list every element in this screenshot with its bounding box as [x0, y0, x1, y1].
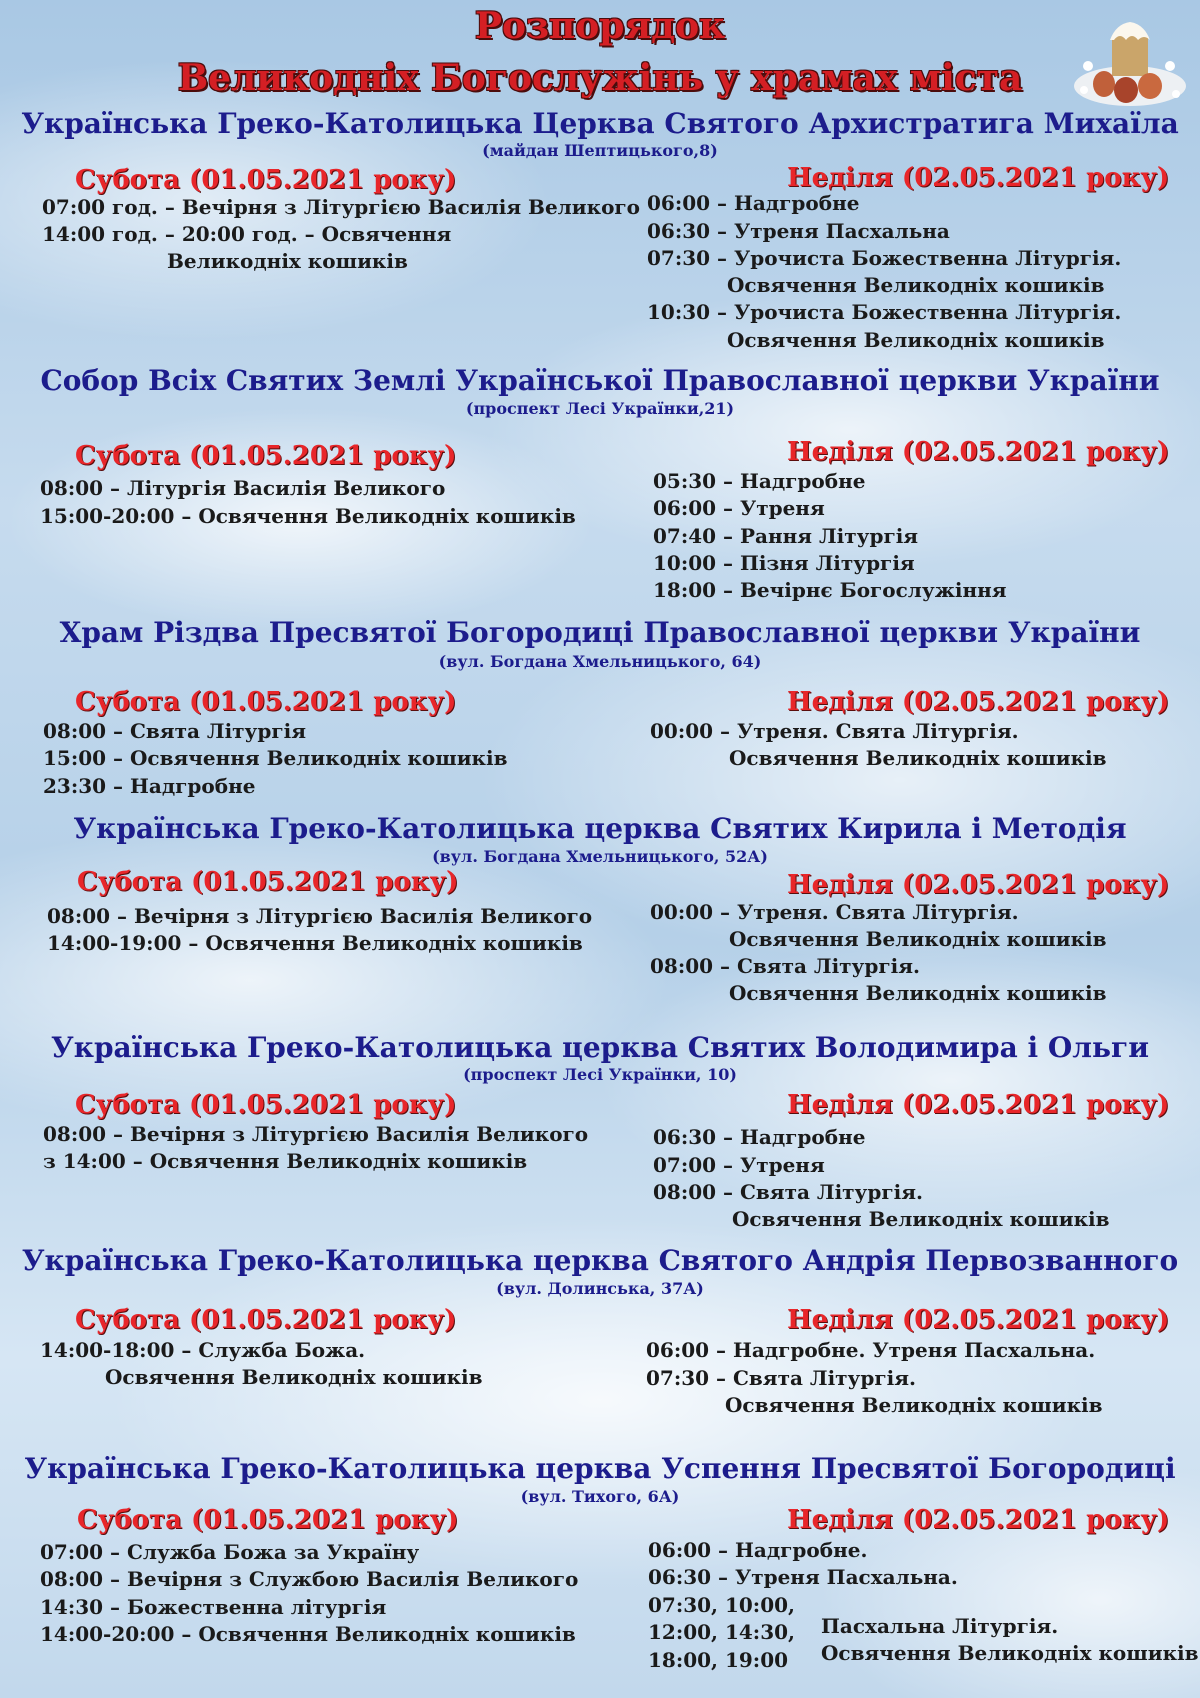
church-1-sunday-heading: Неділя (02.05.2021 року)	[787, 163, 1170, 193]
church-5-sunday-heading: Неділя (02.05.2021 року)	[787, 1090, 1170, 1120]
church-4-name: Українська Греко-Католицька церква Святих Кирила і Методія	[73, 812, 1127, 845]
church-7-sun-line-1: 06:00 – Надгробне.	[648, 1538, 868, 1562]
church-7-sun-line-3: 07:30, 10:00,	[648, 1593, 795, 1617]
page-title: Розпорядок	[474, 5, 726, 47]
church-2-sat-line-1: 08:00 – Літургія Василія Великого	[40, 476, 446, 500]
church-7-sunday-heading: Неділя (02.05.2021 року)	[787, 1505, 1170, 1535]
church-4-address: (вул. Богдана Хмельницького, 52А)	[432, 847, 768, 866]
church-1-sun-line-1: 06:00 – Надгробне	[647, 191, 860, 215]
church-6-address: (вул. Долинська, 37А)	[496, 1279, 704, 1298]
church-7-address: (вул. Тихого, 6А)	[520, 1487, 680, 1506]
church-3-sunday-heading: Неділя (02.05.2021 року)	[787, 687, 1170, 717]
church-4-sat-line-2: 14:00-19:00 – Освячення Великодніх кошиків	[47, 931, 583, 955]
church-2-name: Собор Всіх Святих Землі Української Православної церкви України	[40, 364, 1160, 397]
church-7-sun-line-2: 06:30 – Утреня Пасхальна.	[648, 1565, 958, 1589]
church-6-sunday-heading: Неділя (02.05.2021 року)	[787, 1305, 1170, 1335]
church-3-sat-line-3: 23:30 – Надгробне	[43, 774, 256, 798]
church-4-sat-line-1: 08:00 – Вечірня з Літургією Василія Великого	[47, 904, 593, 928]
church-1-sun-line-6: Освячення Великодніх кошиків	[727, 328, 1105, 352]
church-1-address: (майдан Шептицького,8)	[482, 141, 718, 160]
church-2-sun-line-4: 10:00 – Пізня Літургія	[653, 551, 915, 575]
church-5-address: (проспект Лесі Українки, 10)	[463, 1065, 737, 1084]
church-3-saturday-heading: Субота (01.05.2021 року)	[75, 687, 457, 717]
church-6-sun-line-3: Освячення Великодніх кошиків	[725, 1393, 1103, 1417]
church-3-name: Храм Різдва Пресвятої Богородиці Православної церкви України	[59, 616, 1141, 649]
church-6-name: Українська Греко-Католицька церква Святого Андрія Первозванного	[21, 1244, 1179, 1277]
church-1-name: Українська Греко-Католицька Церква Святого Архистратига Михаїла	[21, 107, 1179, 140]
church-1-sun-line-2: 06:30 – Утреня Пасхальна	[647, 219, 950, 243]
church-5-sat-line-1: 08:00 – Вечірня з Літургією Василія Великого	[43, 1122, 589, 1146]
church-5-sun-line-4: Освячення Великодніх кошиків	[732, 1207, 1110, 1231]
church-3-address: (вул. Богдана Хмельницького, 64)	[438, 652, 762, 671]
church-6-sat-line-2: Освячення Великодніх кошиків	[105, 1365, 483, 1389]
church-4-sun-line-4: Освячення Великодніх кошиків	[729, 981, 1107, 1005]
church-7-sat-line-3: 14:30 – Божественна літургія	[40, 1595, 387, 1619]
church-2-sun-line-3: 07:40 – Рання Літургія	[653, 524, 919, 548]
church-7-name: Українська Греко-Католицька церква Успення Пресвятої Богородиці	[24, 1452, 1176, 1485]
church-7-sun-line-4: 12:00, 14:30,	[648, 1620, 795, 1644]
church-3-sat-line-2: 15:00 – Освячення Великодніх кошиків	[43, 746, 508, 770]
church-1-sun-line-3: 07:30 – Урочиста Божественна Літургія.	[647, 246, 1122, 270]
church-4-sunday-heading: Неділя (02.05.2021 року)	[787, 870, 1170, 900]
church-1-sun-line-5: 10:30 – Урочиста Божественна Літургія.	[647, 300, 1122, 324]
church-4-sun-line-1: 00:00 – Утреня. Свята Літургія.	[650, 900, 1019, 924]
church-2-sun-line-2: 06:00 – Утреня	[653, 496, 825, 520]
church-1-sun-line-4: Освячення Великодніх кошиків	[727, 273, 1105, 297]
church-4-sun-line-2: Освячення Великодніх кошиків	[729, 927, 1107, 951]
church-4-saturday-heading: Субота (01.05.2021 року)	[77, 867, 459, 897]
church-5-saturday-heading: Субота (01.05.2021 року)	[75, 1090, 457, 1120]
church-7-sat-line-1: 07:00 – Служба Божа за Україну	[40, 1540, 420, 1564]
church-5-name: Українська Греко-Католицька церква Святих Володимира і Ольги	[51, 1031, 1149, 1064]
church-4-sun-line-3: 08:00 – Свята Літургія.	[650, 954, 920, 978]
church-3-sun-line-1: 00:00 – Утреня. Свята Літургія.	[650, 719, 1019, 743]
church-6-sat-line-1: 14:00-18:00 – Служба Божа.	[40, 1338, 366, 1362]
church-6-saturday-heading: Субота (01.05.2021 року)	[75, 1305, 457, 1335]
church-5-sun-line-3: 08:00 – Свята Літургія.	[653, 1180, 923, 1204]
church-2-saturday-heading: Субота (01.05.2021 року)	[75, 441, 457, 471]
church-1-sat-line-2: 14:00 год. – 20:00 год. – Освячення	[42, 222, 452, 246]
church-1-sat-line-3: Великодніх кошиків	[167, 249, 408, 273]
page-subtitle: Великодніх Богослужінь у храмах міста	[177, 57, 1023, 99]
church-7-sun-line-5: 18:00, 19:00	[648, 1648, 789, 1672]
church-6-sun-line-1: 06:00 – Надгробне. Утреня Пасхальна.	[646, 1338, 1096, 1362]
church-6-sun-line-2: 07:30 – Свята Літургія.	[646, 1366, 916, 1390]
church-7-saturday-heading: Субота (01.05.2021 року)	[77, 1505, 459, 1535]
church-7-sun-line-6: Пасхальна Літургія.	[821, 1614, 1059, 1638]
church-5-sat-line-2: з 14:00 – Освячення Великодніх кошиків	[43, 1149, 528, 1173]
church-3-sun-line-2: Освячення Великодніх кошиків	[729, 746, 1107, 770]
church-2-sunday-heading: Неділя (02.05.2021 року)	[787, 437, 1170, 467]
church-2-sat-line-2: 15:00-20:00 – Освячення Великодніх кошиків	[40, 504, 576, 528]
church-5-sun-line-2: 07:00 – Утреня	[653, 1153, 825, 1177]
church-2-address: (проспект Лесі Українки,21)	[465, 399, 735, 418]
church-3-sat-line-1: 08:00 – Свята Літургія	[43, 719, 306, 743]
church-5-sun-line-1: 06:30 – Надгробне	[653, 1125, 866, 1149]
church-1-saturday-heading: Субота (01.05.2021 року)	[75, 165, 457, 195]
church-1-sat-line-1: 07:00 год. – Вечірня з Літургією Василія Великого	[42, 195, 640, 219]
church-7-sat-line-2: 08:00 – Вечірня з Службою Василія Великого	[40, 1567, 579, 1591]
church-7-sat-line-4: 14:00-20:00 – Освячення Великодніх кошиків	[40, 1622, 576, 1646]
church-7-sun-line-7: Освячення Великодніх кошиків	[821, 1641, 1199, 1665]
church-2-sun-line-5: 18:00 – Вечірнє Богослужіння	[653, 578, 1007, 602]
church-2-sun-line-1: 05:30 – Надгробне	[653, 469, 866, 493]
